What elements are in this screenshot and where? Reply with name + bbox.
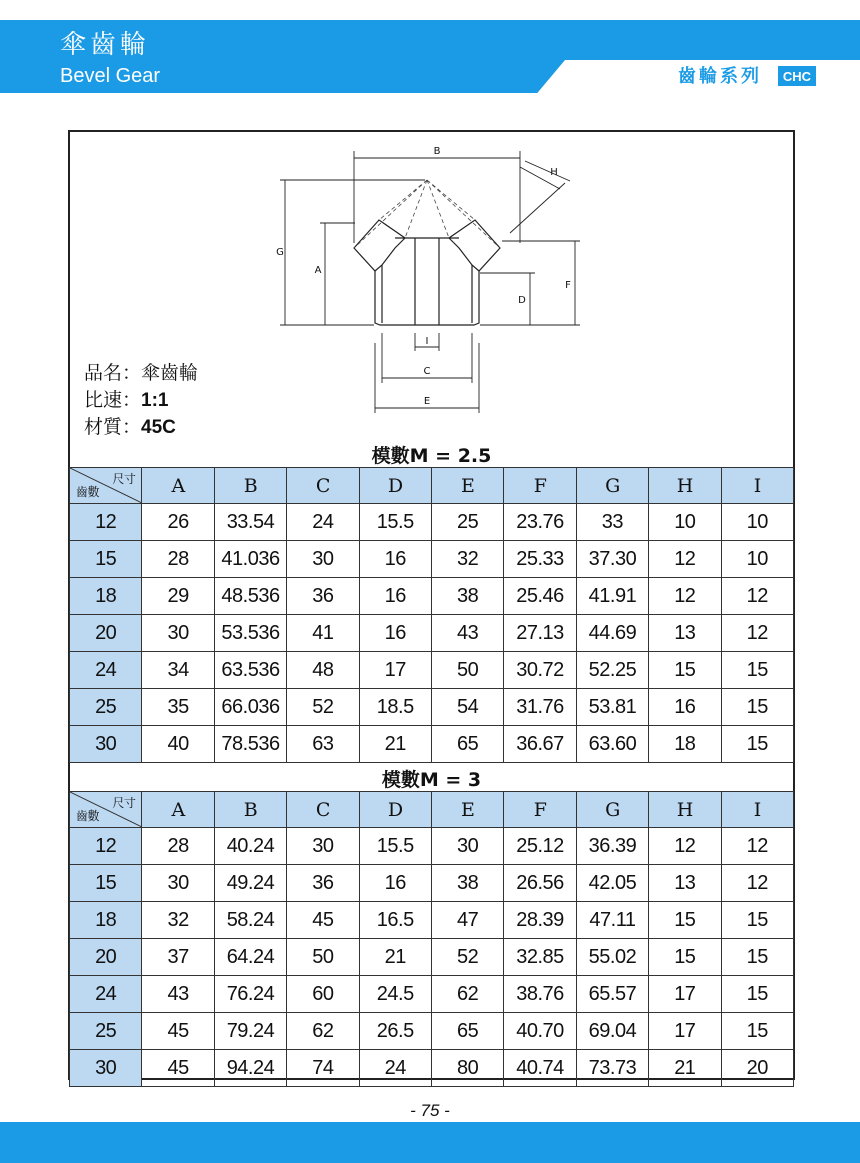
dim-e-label: E (423, 396, 431, 407)
table-cell: 15 (649, 939, 721, 976)
dim-f-label: F (565, 280, 571, 291)
table-cell: 40.24 (214, 828, 286, 865)
tooth-count-cell: 25 (70, 1013, 142, 1050)
column-header: D (359, 468, 431, 504)
tooth-count-cell: 24 (70, 976, 142, 1013)
table-cell: 30.72 (504, 652, 576, 689)
tooth-count-cell: 15 (70, 541, 142, 578)
table-cell: 26.56 (504, 865, 576, 902)
table-cell: 36.67 (504, 726, 576, 763)
table-cell: 30 (287, 541, 359, 578)
table-cell: 30 (287, 828, 359, 865)
column-header: A (142, 468, 214, 504)
column-header: H (649, 792, 721, 828)
table-cell: 29 (142, 578, 214, 615)
table-cell: 73.73 (576, 1050, 648, 1087)
tooth-count-cell: 25 (70, 689, 142, 726)
table-cell: 12 (649, 541, 721, 578)
corner-bottom-label: 齒數 (76, 485, 100, 499)
table-row (70, 1050, 794, 1087)
table-cell: 16 (649, 689, 721, 726)
table-cell: 18.5 (359, 689, 431, 726)
module-title-2: 模數M = 3 (381, 769, 482, 791)
table-cell: 54 (431, 689, 503, 726)
table-cell: 10 (721, 541, 793, 578)
table-cell: 26 (142, 504, 214, 541)
table-cell: 24 (359, 1050, 431, 1087)
table-cell: 63.60 (576, 726, 648, 763)
table-cell: 12 (649, 828, 721, 865)
table-cell: 16.5 (359, 902, 431, 939)
table-cell: 28.39 (504, 902, 576, 939)
table-cell: 52 (431, 939, 503, 976)
table-cell: 17 (359, 652, 431, 689)
table-cell: 41.91 (576, 578, 648, 615)
dim-a-label: A (314, 265, 322, 276)
table-cell: 15.5 (359, 828, 431, 865)
table-cell: 58.24 (214, 902, 286, 939)
dim-i-label: I (425, 336, 429, 347)
table-cell: 48.536 (214, 578, 286, 615)
table-cell: 18 (649, 726, 721, 763)
table-cell: 49.24 (214, 865, 286, 902)
table-cell: 12 (721, 828, 793, 865)
table-cell: 30 (142, 615, 214, 652)
column-header: H (649, 468, 721, 504)
table-cell: 15.5 (359, 504, 431, 541)
table-cell: 78.536 (214, 726, 286, 763)
tooth-count-cell: 12 (70, 828, 142, 865)
table-cell: 55.02 (576, 939, 648, 976)
table-corner-cell (70, 792, 142, 828)
table-cell: 69.04 (576, 1013, 648, 1050)
table-cell: 38 (431, 578, 503, 615)
spec-ratio: 比速：1:1 (84, 389, 169, 411)
table-cell: 25 (431, 504, 503, 541)
table-cell: 24 (287, 504, 359, 541)
table-cell: 35 (142, 689, 214, 726)
table-cell: 15 (721, 976, 793, 1013)
table-cell: 16 (359, 578, 431, 615)
table-cell: 30 (431, 828, 503, 865)
tooth-count-cell: 12 (70, 504, 142, 541)
table-cell: 10 (649, 504, 721, 541)
bevel-gear-drawing (270, 143, 590, 423)
table-cell: 40.74 (504, 1050, 576, 1087)
table-cell: 64.24 (214, 939, 286, 976)
table-cell: 32 (431, 541, 503, 578)
table-cell: 66.036 (214, 689, 286, 726)
tooth-count-cell: 18 (70, 578, 142, 615)
table-cell: 33 (576, 504, 648, 541)
table-cell: 25.46 (504, 578, 576, 615)
table-cell: 26.5 (359, 1013, 431, 1050)
table-cell: 16 (359, 541, 431, 578)
table-cell: 36 (287, 578, 359, 615)
svg-text:CHC: CHC (782, 69, 812, 84)
table-cell: 44.69 (576, 615, 648, 652)
table-cell: 27.13 (504, 615, 576, 652)
table-row (70, 615, 794, 652)
page-number: - 75 - (410, 1101, 450, 1120)
table-cell: 15 (721, 1013, 793, 1050)
table-cell: 48 (287, 652, 359, 689)
table-cell: 31.76 (504, 689, 576, 726)
table-cell: 80 (431, 1050, 503, 1087)
table-cell: 24.5 (359, 976, 431, 1013)
table-cell: 53.81 (576, 689, 648, 726)
table-cell: 33.54 (214, 504, 286, 541)
tooth-count-cell: 24 (70, 652, 142, 689)
table-cell: 32 (142, 902, 214, 939)
table-cell: 15 (721, 726, 793, 763)
table-cell: 65.57 (576, 976, 648, 1013)
table-cell: 20 (721, 1050, 793, 1087)
tooth-count-cell: 20 (70, 939, 142, 976)
table-cell: 52.25 (576, 652, 648, 689)
table-cell: 30 (142, 865, 214, 902)
column-header: C (287, 792, 359, 828)
table-row (70, 726, 794, 763)
table-cell: 40 (142, 726, 214, 763)
table-cell: 76.24 (214, 976, 286, 1013)
table-cell: 52 (287, 689, 359, 726)
table-cell: 43 (142, 976, 214, 1013)
table-cell: 28 (142, 541, 214, 578)
table-cell: 42.05 (576, 865, 648, 902)
column-header: I (721, 468, 793, 504)
table-cell: 45 (142, 1050, 214, 1087)
tooth-count-cell: 30 (70, 726, 142, 763)
table-row (70, 504, 794, 541)
spec-name: 品名：傘齒輪 (84, 362, 199, 384)
table-cell: 37 (142, 939, 214, 976)
spec-material: 材質：45C (84, 416, 176, 438)
dim-h-label: H (550, 167, 558, 178)
dimension-table-2 (69, 791, 794, 1087)
table-cell: 15 (649, 902, 721, 939)
table-row (70, 689, 794, 726)
dim-b-label: B (433, 146, 441, 157)
table-cell: 25.12 (504, 828, 576, 865)
column-header: F (504, 792, 576, 828)
table-cell: 65 (431, 726, 503, 763)
table-cell: 37.30 (576, 541, 648, 578)
table-cell: 12 (721, 615, 793, 652)
header-title-en: Bevel Gear (60, 65, 161, 87)
table-cell: 47 (431, 902, 503, 939)
table-cell: 47.11 (576, 902, 648, 939)
table-cell: 17 (649, 976, 721, 1013)
table-cell: 21 (649, 1050, 721, 1087)
table-cell: 38 (431, 865, 503, 902)
table-cell: 32.85 (504, 939, 576, 976)
table-cell: 40.70 (504, 1013, 576, 1050)
table-cell: 13 (649, 615, 721, 652)
table-cell: 74 (287, 1050, 359, 1087)
table-cell: 34 (142, 652, 214, 689)
table-cell: 53.536 (214, 615, 286, 652)
tooth-count-cell: 18 (70, 902, 142, 939)
column-header: D (359, 792, 431, 828)
table-row (70, 541, 794, 578)
table-cell: 43 (431, 615, 503, 652)
table-row (70, 828, 794, 865)
table-cell: 79.24 (214, 1013, 286, 1050)
table-row (70, 902, 794, 939)
table-row (70, 578, 794, 615)
table-cell: 15 (721, 652, 793, 689)
table-cell: 50 (431, 652, 503, 689)
column-header: E (431, 792, 503, 828)
tooth-count-cell: 30 (70, 1050, 142, 1087)
header-title-cn: 傘齒輪 (60, 30, 151, 60)
table-cell: 36 (287, 865, 359, 902)
footer-bar (0, 1122, 860, 1163)
dim-d-label: D (518, 295, 526, 306)
table-cell: 41 (287, 615, 359, 652)
table-row (70, 939, 794, 976)
table-cell: 10 (721, 504, 793, 541)
dim-g-label: G (276, 247, 284, 258)
table-cell: 45 (142, 1013, 214, 1050)
table-cell: 23.76 (504, 504, 576, 541)
table-cell: 13 (649, 865, 721, 902)
table-cell: 94.24 (214, 1050, 286, 1087)
table-header-row (70, 468, 794, 504)
table-cell: 45 (287, 902, 359, 939)
table-cell: 15 (649, 652, 721, 689)
tooth-count-cell: 15 (70, 865, 142, 902)
table-row (70, 652, 794, 689)
table-cell: 65 (431, 1013, 503, 1050)
module-title-1: 模數M = 2.5 (371, 445, 492, 467)
column-header: I (721, 792, 793, 828)
table-cell: 16 (359, 865, 431, 902)
table-cell: 38.76 (504, 976, 576, 1013)
table-cell: 15 (721, 939, 793, 976)
table-cell: 16 (359, 615, 431, 652)
column-header: B (214, 792, 286, 828)
table-cell: 62 (287, 1013, 359, 1050)
series-label: 齒輪系列 (678, 66, 762, 87)
table-cell: 36.39 (576, 828, 648, 865)
column-header: G (576, 792, 648, 828)
table-cell: 12 (721, 865, 793, 902)
table-header-row (70, 792, 794, 828)
table-row (70, 976, 794, 1013)
table-cell: 15 (721, 689, 793, 726)
column-header: A (142, 792, 214, 828)
table-cell: 63.536 (214, 652, 286, 689)
table-cell: 28 (142, 828, 214, 865)
tooth-count-cell: 20 (70, 615, 142, 652)
column-header: C (287, 468, 359, 504)
corner-top-label: 尺寸 (112, 472, 136, 486)
dimension-table-1 (69, 467, 794, 763)
table-row (70, 1013, 794, 1050)
table-cell: 17 (649, 1013, 721, 1050)
table-cell: 50 (287, 939, 359, 976)
table-corner-cell (70, 468, 142, 504)
table-cell: 60 (287, 976, 359, 1013)
corner-bottom-label: 齒數 (76, 809, 100, 823)
table-cell: 12 (721, 578, 793, 615)
column-header: E (431, 468, 503, 504)
column-header: B (214, 468, 286, 504)
table-cell: 12 (649, 578, 721, 615)
table-cell: 21 (359, 726, 431, 763)
corner-top-label: 尺寸 (112, 796, 136, 810)
table-cell: 21 (359, 939, 431, 976)
table-cell: 25.33 (504, 541, 576, 578)
table-row (70, 865, 794, 902)
column-header: G (576, 468, 648, 504)
chc-logo (778, 66, 816, 86)
table-cell: 63 (287, 726, 359, 763)
column-header: F (504, 468, 576, 504)
dim-c-label: C (423, 366, 431, 377)
table-cell: 62 (431, 976, 503, 1013)
table-cell: 41.036 (214, 541, 286, 578)
table-cell: 15 (721, 902, 793, 939)
